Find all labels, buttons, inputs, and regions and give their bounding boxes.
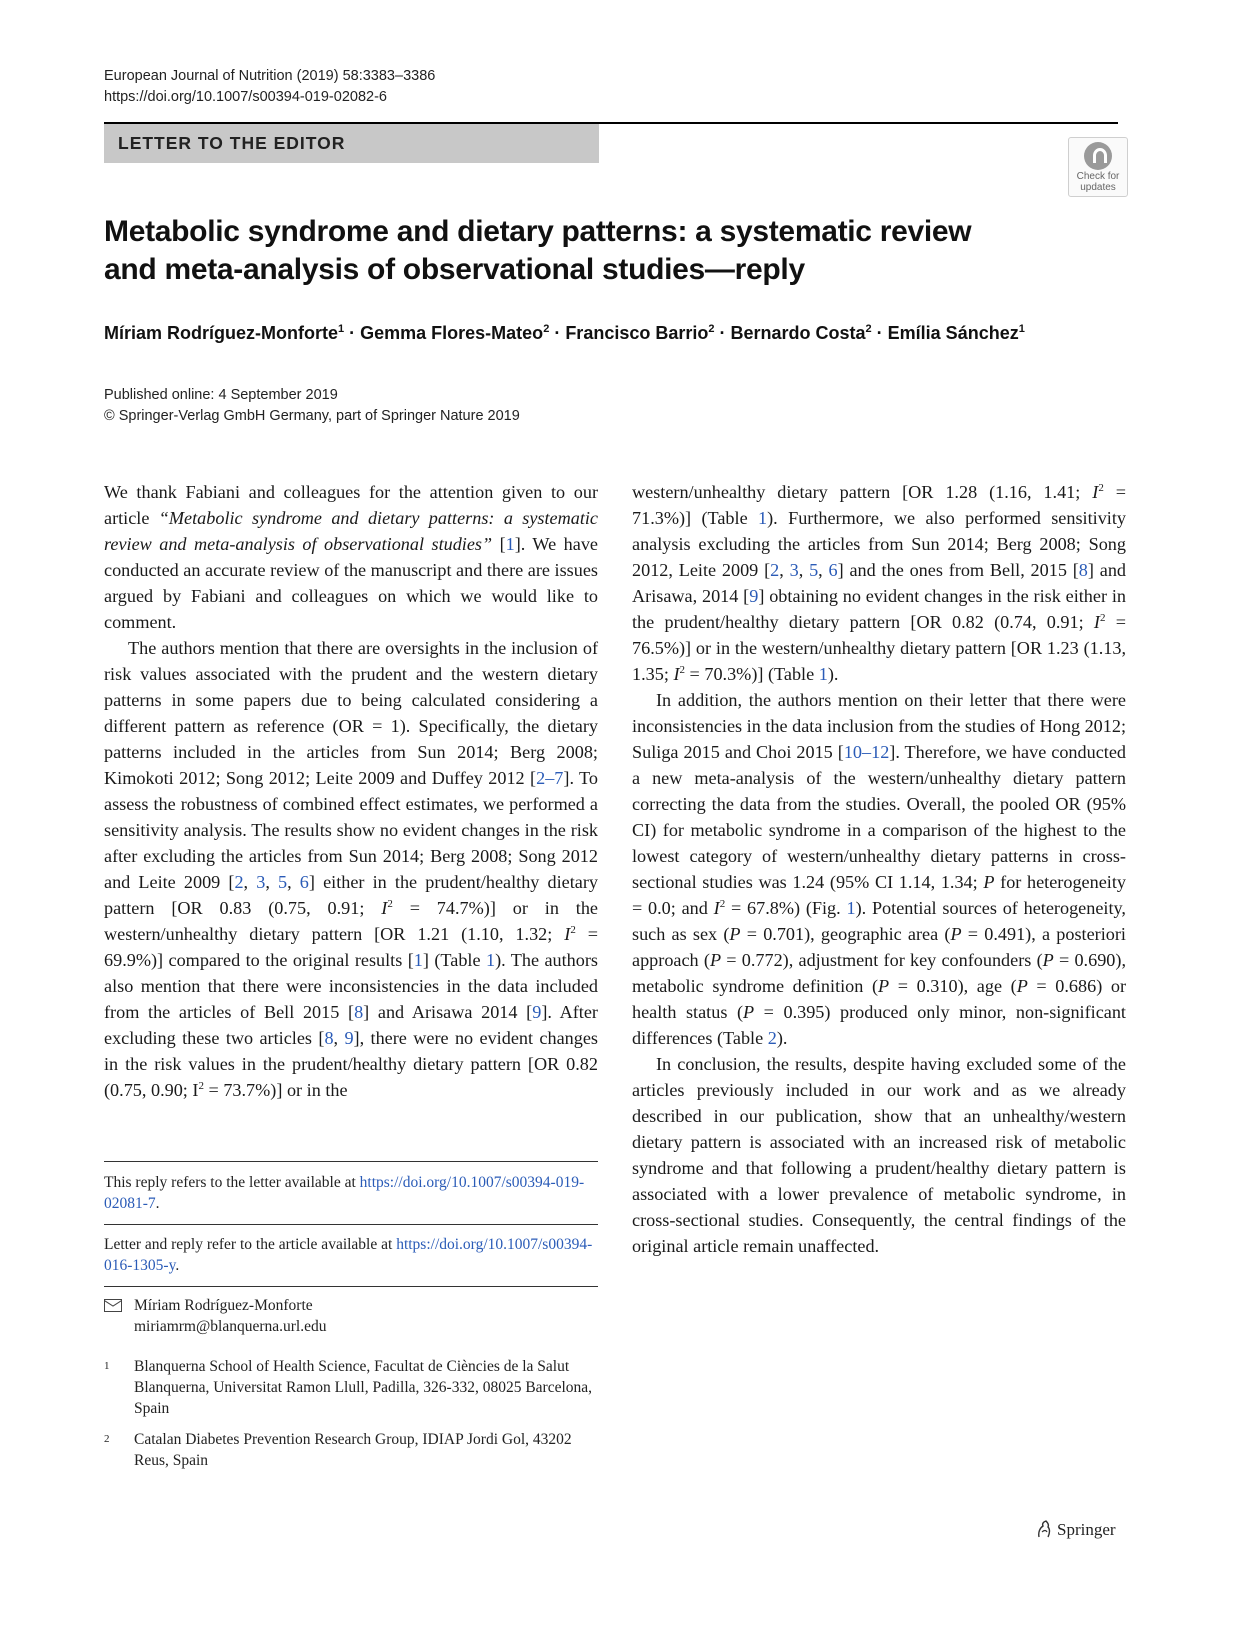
citation-link[interactable]: 8 bbox=[324, 1028, 334, 1048]
article-title bbox=[104, 213, 1004, 289]
citation-link[interactable]: 2–7 bbox=[536, 768, 564, 788]
citation-link[interactable]: 1 bbox=[413, 950, 423, 970]
reply-letter-link[interactable]: https://doi.org/10.1007/s00394-019-02081-7 bbox=[104, 1174, 585, 1212]
body-column-right bbox=[632, 479, 1126, 1259]
check-updates-line1: Check for bbox=[1076, 171, 1120, 182]
footnote-rule bbox=[104, 1224, 598, 1225]
check-for-updates-badge[interactable] bbox=[1068, 137, 1128, 197]
publisher-name: Springer bbox=[1057, 1520, 1116, 1539]
affiliation-text: Catalan Diabetes Prevention Research Group, IDIAP Jordi Gol, 43202 Reus, Spain bbox=[134, 1431, 572, 1469]
citation-link[interactable]: 1 bbox=[505, 534, 515, 554]
citation-link[interactable]: 8 bbox=[1078, 560, 1088, 580]
body-paragraph: The authors mention that there are oversights in the inclusion of risk values associated with the prudent and the western dietary patterns in some papers due to being calculated considering a different pattern as reference (OR = 1). Specifically, the dietary patterns included in the articles from Sun 2014; Berg 2008; Kimokoti 2012; Song 2012; Leite 2009 and Duffey 2012 [2–7]. To assess the robustness of combined effect estimates, we performed a sensitivity analysis. The results show no evident changes in the risk after excluding the articles from Sun 2014; Berg 2008; Song 2012 and Leite 2009 [2, 3, 5, 6] either in the prudent/healthy dietary pattern [OR 0.83 (0.75, 0.91; $I^2 = 74.7\%$)] or in the western/unhealthy dietary pattern [OR 1.21 (1.10, 1.32; $I^2 = 69.9\%$)] compared to the original results [1] (Table 1). The authors also mention that there were inconsistencies in the data included from the articles of Bell 2015 [8] and Arisawa 2014 [9]. After excluding these two articles [8, 9], there were no evident changes in the risk values in the prudent/healthy dietary pattern [OR 0.82 (0.75, 0.90; $I^2 = 73.7\%$)] or in the bbox=[104, 638, 599, 1100]
table-link[interactable]: 2 bbox=[767, 1028, 777, 1048]
body-paragraph: western/unhealthy dietary pattern [OR 1.28 (1.16, 1.41; $I^2 = 71.3\%$)] (Table 1). Furthermore, we also performed sensitivity analysis excluding the articles from Sun 2014; Berg 2008; Song 2012, Leite 2009 [2, 3, 5, 6] and the ones from Bell, 2015 [8] and Arisawa, 2014 [9] obtaining no evident changes in the risk either in the prudent/healthy dietary pattern [OR 0.82 (0.74, 0.91; $I^2 = 76.5\%$)] or in the western/unhealthy dietary pattern [OR 1.23 (1.13, 1.35; $I^2 = 70.3\%$)] (Table 1). bbox=[632, 481, 1127, 684]
title-line-1: Metabolic syndrome and dietary patterns: a systematic review bbox=[104, 215, 972, 248]
springer-horse-icon bbox=[1036, 1520, 1052, 1538]
body-paragraph: In conclusion, the results, despite having excluded some of the articles previously included in our work and as we already described in our publication, show that an unhealthy/western dietary pattern is associated with an increased risk of metabolic syndrome and that following a prudent/healthy dietary pattern is associated with a lower prevalence of metabolic syndrome, in cross-sectional studies. Consequently, the central findings of the original article remain unaffected. bbox=[632, 1054, 1126, 1256]
body-paragraph: We thank Fabiani and colleagues for the attention given to our article “Metabolic syndrome and dietary patterns: a systematic review and meta-analysis of observational studies” [1]. We have conducted an accurate review of the manuscript and there are issues argued by Fabiani and colleagues on which we would like to comment. bbox=[104, 482, 599, 632]
citation-link[interactable]: 5 bbox=[278, 872, 288, 892]
affiliation bbox=[104, 1429, 598, 1471]
citation-link[interactable]: 2 bbox=[234, 872, 244, 892]
author-name: Bernardo Costa bbox=[730, 323, 866, 343]
author-name: Míriam Rodríguez‑Monforte bbox=[104, 323, 338, 343]
citation-link[interactable]: 3 bbox=[789, 560, 799, 580]
copyright-notice: © Springer-Verlag GmbH Germany, part of Springer Nature 2019 bbox=[104, 408, 520, 424]
footnote-reply: This reply refers to the letter available at https://doi.org/10.1007/s00394-019-02081-7. bbox=[104, 1174, 585, 1212]
title-line-2: and meta-analysis of observational studies—reply bbox=[104, 253, 805, 286]
author-affiliation-marker: 1 bbox=[1018, 323, 1025, 335]
journal-header bbox=[104, 66, 435, 108]
check-updates-line2: updates bbox=[1080, 182, 1116, 193]
citation-link[interactable]: 6 bbox=[828, 560, 838, 580]
figure-link[interactable]: 1 bbox=[846, 898, 856, 918]
citation-link[interactable]: 10–12 bbox=[843, 742, 890, 762]
citation-link[interactable]: 2 bbox=[770, 560, 780, 580]
envelope-icon bbox=[104, 1299, 122, 1312]
original-article-link[interactable]: https://doi.org/10.1007/s00394-016-1305-y bbox=[104, 1236, 593, 1274]
author-affiliation-marker: 1 bbox=[338, 323, 345, 335]
citation-link[interactable]: 3 bbox=[256, 872, 266, 892]
author-affiliation-marker: 2 bbox=[865, 323, 872, 335]
affiliation-number: 2 bbox=[104, 1433, 110, 1445]
citation-link[interactable]: 9 bbox=[749, 586, 759, 606]
body-paragraph: In addition, the authors mention on their letter that there were inconsistencies in the data inclusion from the studies of Hong 2012; Suliga 2015 and Choi 2015 [10–12]. Therefore, we have conducted a new meta-analysis of the western/unhealthy dietary pattern correcting the data from the studies. Overall, the pooled OR (95% CI) for metabolic syndrome in a comparison of the highest to the lowest category of western/unhealthy dietary patterns in cross-sectional studies was 1.24 (95% CI 1.14, 1.34; P for heterogeneity = 0.0; and $I^2 = 67.8\%$) (Fig. 1). Potential sources of heterogeneity, such as sex (P = 0.701), geographic area (P = 0.491), a posteriori approach (P = 0.772), adjustment for key confounders (P = 0.690), metabolic syndrome definition (P = 0.310), age (P = 0.686) or health status (P = 0.395) produced only minor, non-significant differences (Table 2). bbox=[632, 690, 1127, 1048]
author-affiliation-marker: 2 bbox=[543, 323, 550, 335]
corresponding-author-email[interactable]: miriamrm@blanquerna.url.edu bbox=[134, 1318, 327, 1335]
citation-link[interactable]: 5 bbox=[809, 560, 819, 580]
table-link[interactable]: 1 bbox=[485, 950, 496, 970]
affiliation bbox=[104, 1356, 598, 1419]
table-link[interactable]: 1 bbox=[818, 664, 828, 684]
publisher-logo bbox=[1036, 1520, 1116, 1540]
citation-link[interactable]: 6 bbox=[299, 872, 309, 892]
cited-article-title: “Metabolic syndrome and dietary patterns: a systematic review and meta-analysis of observational studies” bbox=[104, 508, 599, 554]
affiliation-number: 1 bbox=[104, 1360, 110, 1372]
publication-info bbox=[104, 385, 520, 427]
citation-link[interactable]: 9 bbox=[532, 1002, 542, 1022]
update-check-icon bbox=[1084, 142, 1112, 170]
author-name: Francisco Barrio bbox=[565, 323, 709, 343]
footnote-rule bbox=[104, 1286, 598, 1287]
citation-link[interactable]: 9 bbox=[344, 1028, 354, 1048]
table-link[interactable]: 1 bbox=[758, 508, 768, 528]
journal-citation: European Journal of Nutrition (2019) 58:3383–3386 bbox=[104, 68, 436, 84]
footnote-article: Letter and reply refer to the article available at https://doi.org/10.1007/s00394-016-1305-y. bbox=[104, 1236, 593, 1274]
corresponding-author-name: Míriam Rodríguez-Monforte bbox=[134, 1297, 313, 1314]
author-affiliation-marker: 2 bbox=[708, 323, 715, 335]
corresponding-author bbox=[104, 1295, 598, 1337]
author-name: Emília Sánchez bbox=[887, 323, 1019, 343]
affiliation-text: Blanquerna School of Health Science, Facultat de Ciències de la Salut Blanquerna, Universitat Ramon Llull, Padilla, 326-332, 08025 Barcelona, Spain bbox=[134, 1358, 593, 1417]
author-list: Míriam Rodríguez‑Monforte$^1$ · Gemma Flores‑Mateo$^2$ · Francisco Barrio$^2$ · Bernardo Costa$^2$ · Emília Sánchez$^1$ bbox=[104, 323, 1025, 343]
citation-link[interactable]: 8 bbox=[354, 1002, 364, 1022]
published-date: Published online: 4 September 2019 bbox=[104, 387, 338, 403]
author-name: Gemma Flores‑Mateo bbox=[360, 323, 544, 343]
body-column-left bbox=[104, 479, 598, 1103]
footnote-rule bbox=[104, 1161, 598, 1162]
section-label: LETTER TO THE EDITOR bbox=[118, 133, 346, 153]
article-doi[interactable]: https://doi.org/10.1007/s00394-019-02082-6 bbox=[104, 89, 387, 105]
